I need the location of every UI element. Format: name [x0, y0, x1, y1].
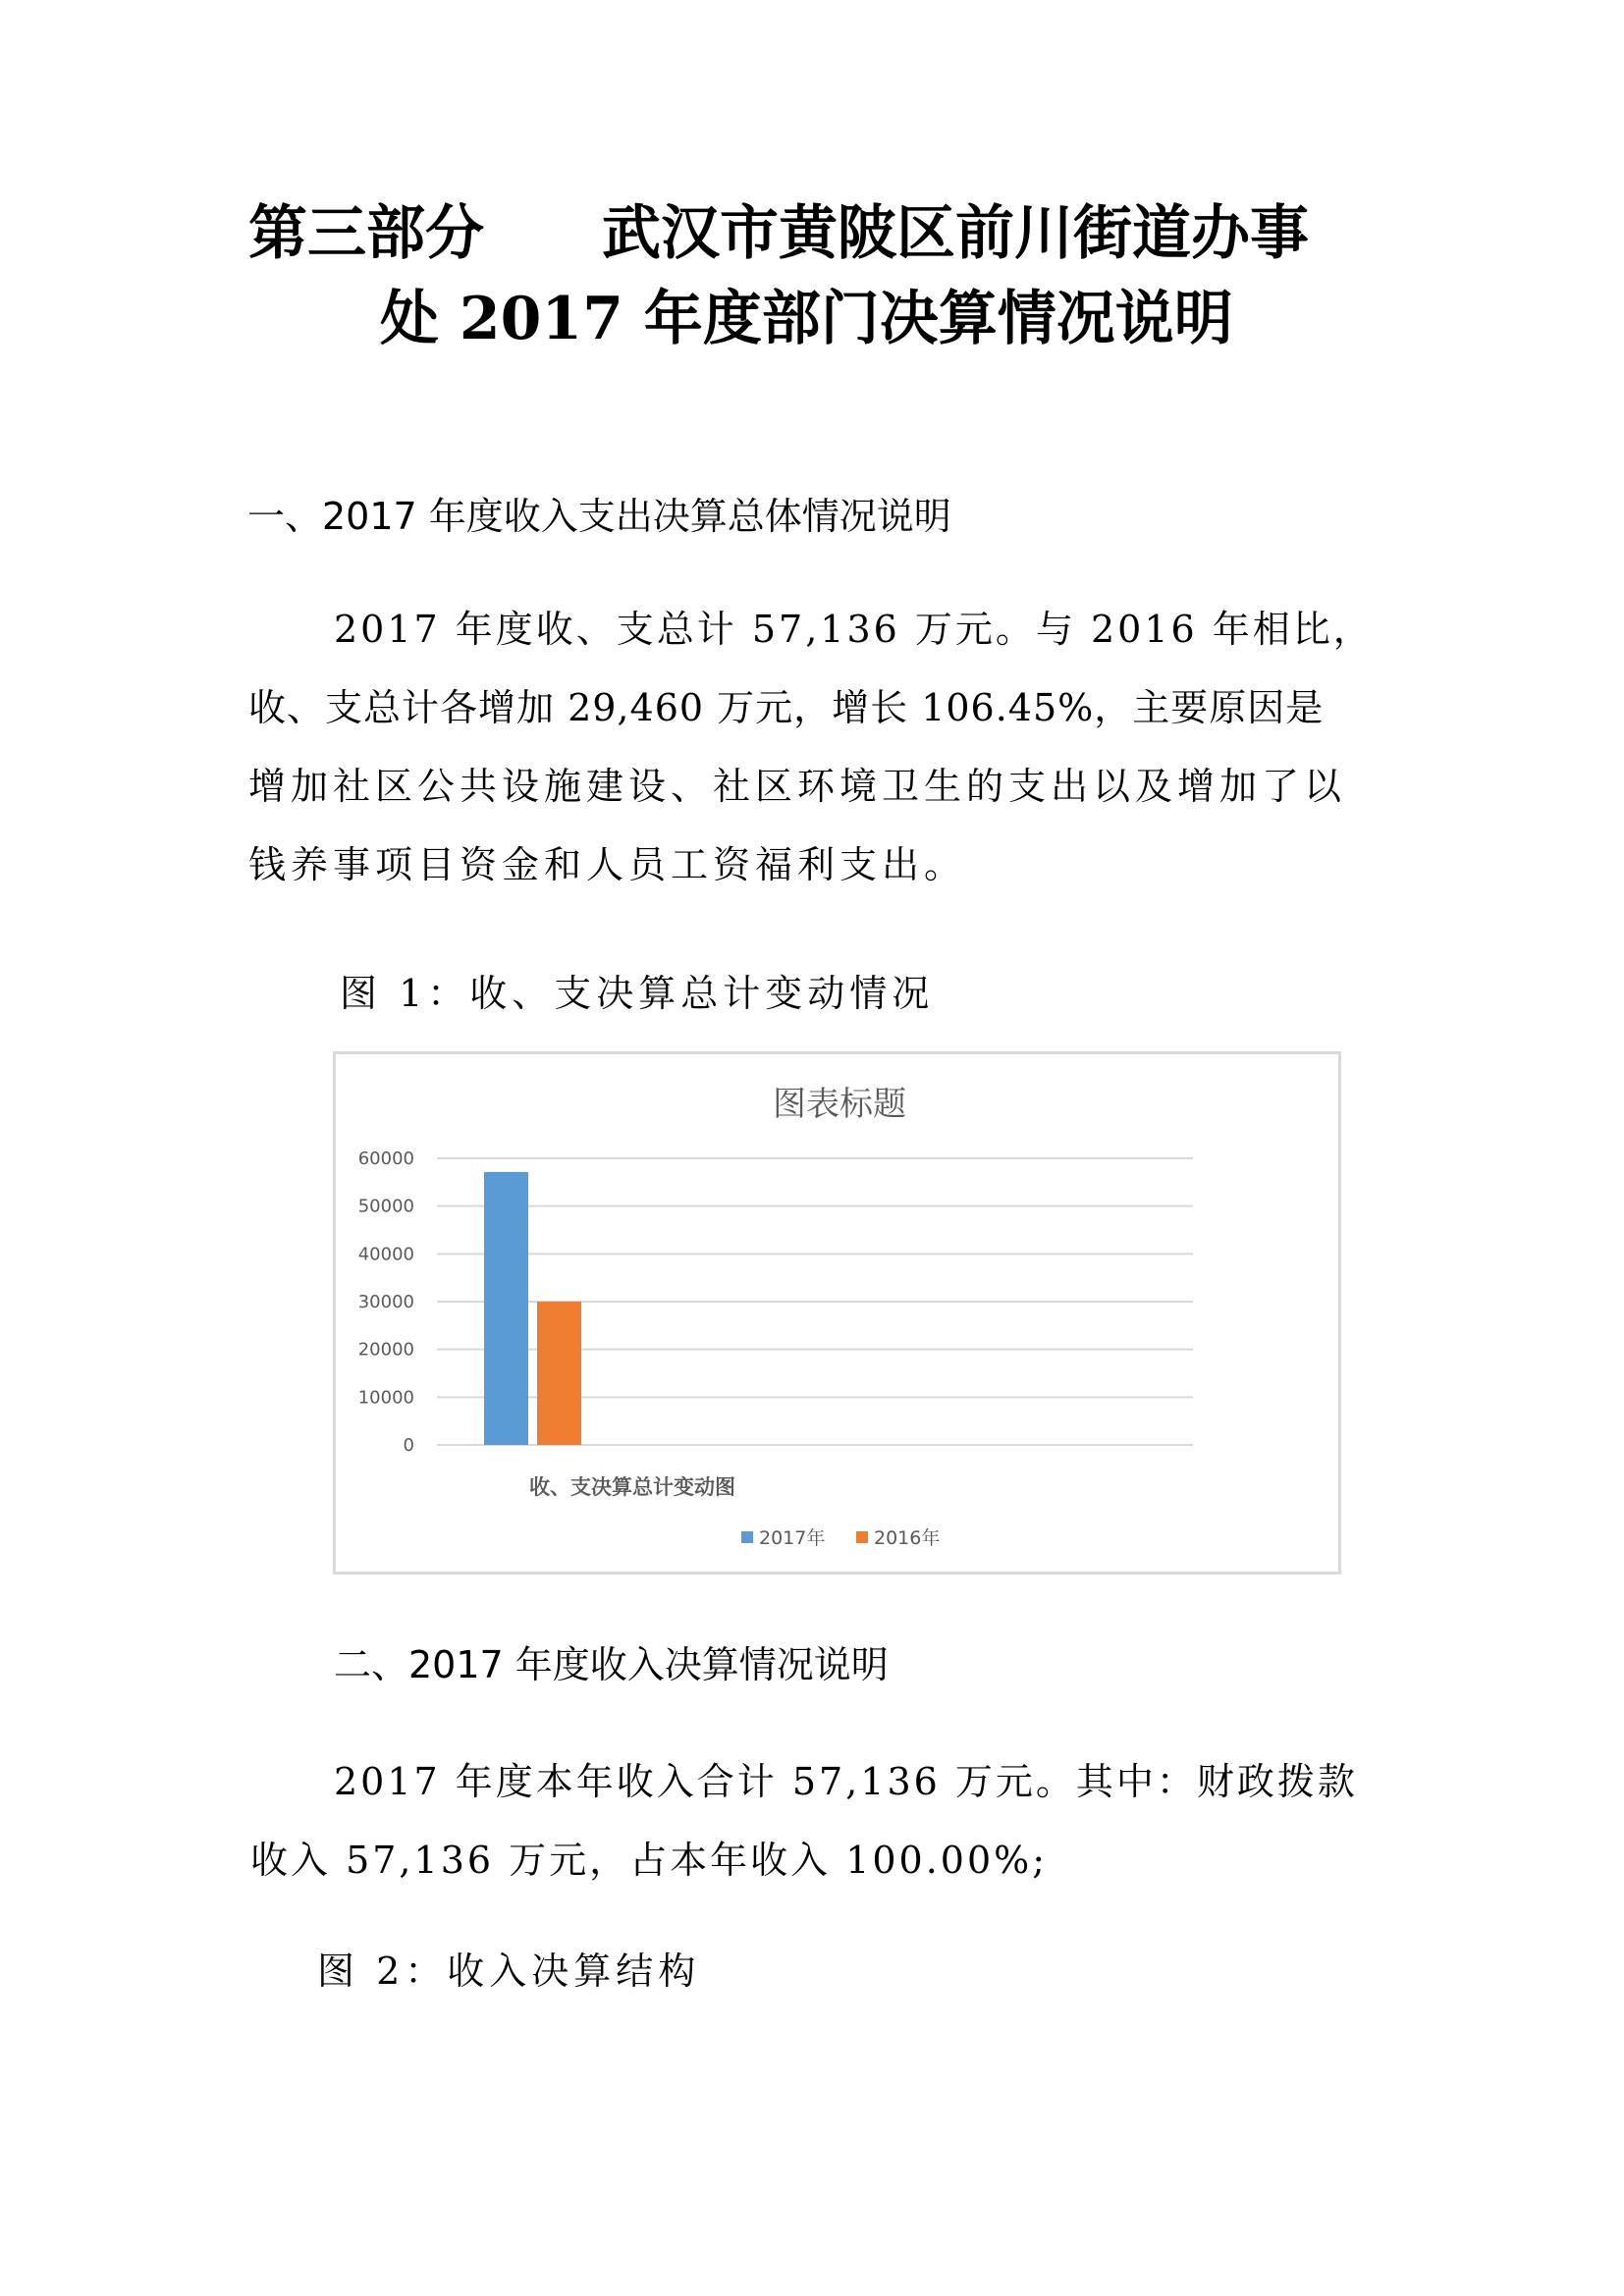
y-tick-label: 0 [403, 1435, 414, 1456]
figure-2-caption: 图 2：收入决算结构 [317, 1949, 701, 1993]
section-1-heading: 一、2017 年度收入支出决算总体情况说明 [247, 495, 951, 538]
chart-legend [741, 1527, 940, 1549]
chart-title: 图表标题 [773, 1085, 906, 1124]
legend-swatch [741, 1531, 753, 1543]
y-tick-label: 10000 [357, 1387, 414, 1409]
paragraph-line: 2017 年度本年收入合计 57,136 万元。其中：财政拨款 [334, 1760, 1358, 1803]
legend-label: 2016年 [874, 1527, 941, 1549]
y-tick-label: 30000 [357, 1292, 414, 1312]
bar-chart [333, 1051, 1341, 1575]
paragraph-line: 收、支总计各增加 29,460 万元，增长 106.45%，主要原因是 [248, 686, 1325, 729]
paragraph-line: 钱养事项目资金和人员工资福利支出。 [248, 843, 967, 886]
x-axis-categories [529, 1475, 735, 1499]
figure-1-caption: 图 1：收、支决算总计变动情况 [340, 972, 935, 1015]
y-tick-label: 60000 [357, 1148, 414, 1169]
y-tick-label: 40000 [357, 1244, 414, 1265]
document-title-line-2: 处 2017 年度部门决算情况说明 [380, 285, 1233, 353]
paragraph-line: 2017 年度收、支总计 57,136 万元。与 2016 年相比， [334, 608, 1374, 651]
section-2-heading: 二、2017 年度收入决算情况说明 [334, 1643, 889, 1686]
y-tick-label: 50000 [357, 1196, 414, 1217]
paragraph-line: 增加社区公共设施建设、社区环境卫生的支出以及增加了以 [248, 765, 1347, 808]
bar-2017年 [484, 1172, 528, 1445]
legend-label: 2017年 [759, 1527, 826, 1549]
x-category-label: 收、支决算总计变动图 [529, 1475, 735, 1499]
bars [484, 1172, 581, 1445]
bar-2016年 [537, 1302, 581, 1445]
paragraph-line: 收入 57,136 万元，占本年收入 100.00%; [250, 1839, 1049, 1882]
legend-swatch [856, 1531, 868, 1543]
y-axis-ticks [358, 1148, 414, 1456]
y-tick-label: 20000 [357, 1339, 414, 1361]
chart-canvas [336, 1054, 1344, 1577]
document-title-line-1: 第三部分 武汉市黄陂区前川街道办事 [248, 199, 1309, 268]
